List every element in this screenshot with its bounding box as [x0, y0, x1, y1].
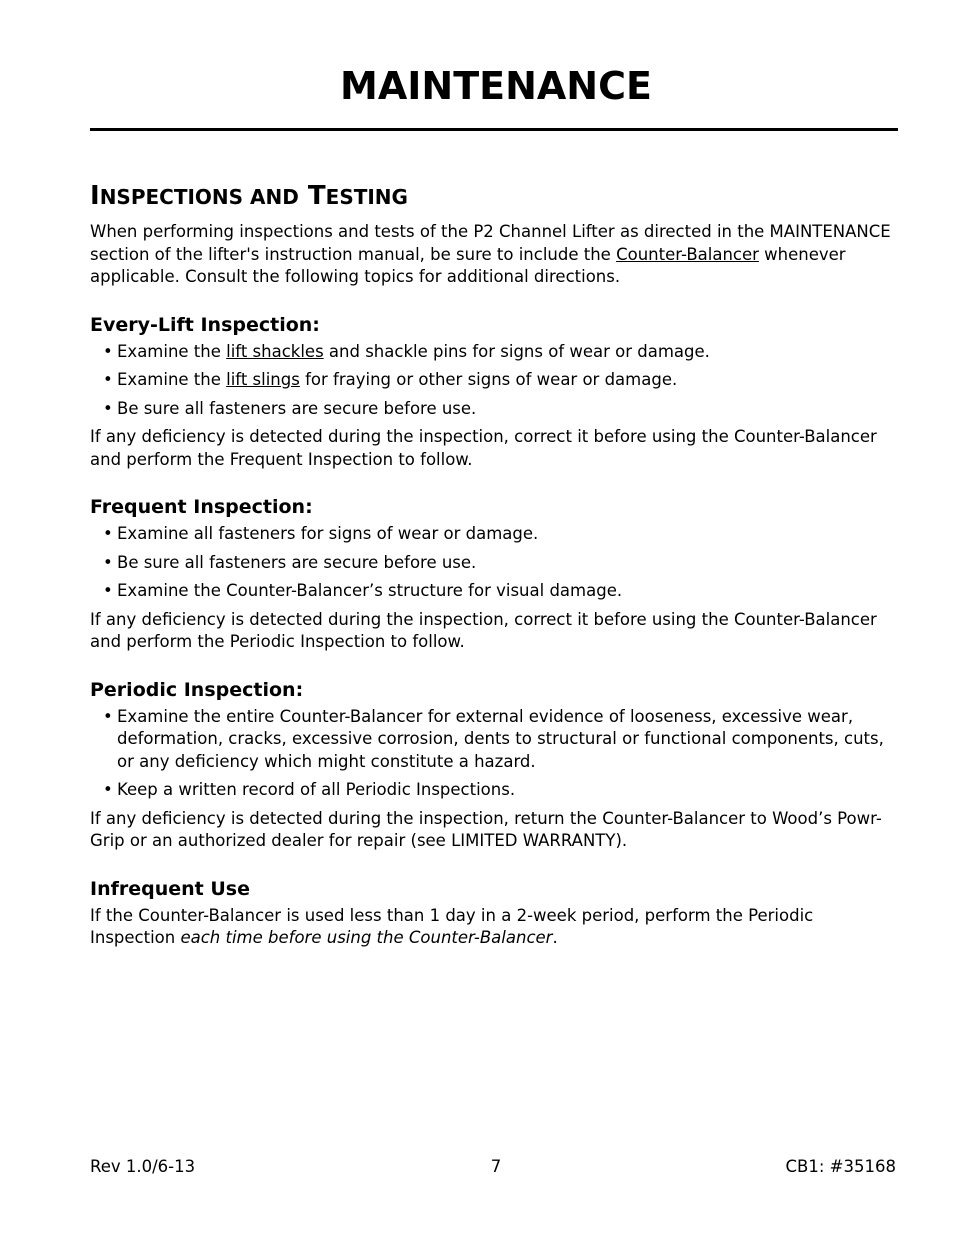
frequent-summary: If any deficiency is detected during the inspection, correct it before using the Counter-Balancer and perform the Periodic Inspection to follow.	[90, 609, 877, 651]
every-lift-bullet-2	[90, 369, 902, 392]
bullet-text: and shackle pins for signs of wear or damage.	[323, 341, 710, 361]
infrequent-heading: Infrequent Use	[90, 877, 250, 900]
bullet-icon: •	[103, 341, 113, 361]
intro-text-2: whenever applicable. Consult the following topics for additional directions.	[90, 244, 846, 286]
page-content	[90, 180, 902, 950]
bullet-text: Examine the Counter-Balancer’s structure for visual damage.	[117, 581, 623, 600]
infrequent-paragraph	[90, 905, 902, 950]
frequent-bullet-2	[90, 552, 902, 575]
every-lift-heading: Every-Lift Inspection:	[90, 313, 320, 336]
intro-paragraph	[90, 221, 902, 289]
bullet-text: Examine all fasteners for signs of wear or damage.	[117, 524, 539, 543]
counter-balancer-link[interactable]: Counter-Balancer	[616, 244, 759, 264]
every-lift-bullet-3	[90, 398, 902, 421]
bullet-text: for fraying or other signs of wear or damage.	[299, 370, 678, 389]
bullet-icon: •	[103, 780, 113, 799]
bullet-text: Be sure all fasteners are secure before use.	[117, 552, 477, 572]
page-title: MAINTENANCE	[340, 64, 652, 108]
bullet-icon: •	[103, 552, 113, 572]
infrequent-text-1: If the Counter-Balancer is used less than 1 day in a 2-week period, perform the Periodic Inspection	[90, 905, 814, 947]
bullet-icon: •	[103, 524, 113, 543]
title-rule	[90, 128, 898, 131]
bullet-text: Examine the	[117, 341, 227, 361]
frequent-bullet-1	[90, 523, 902, 546]
heading-initial-1: I	[90, 181, 100, 211]
every-lift-bullet-1	[90, 341, 902, 364]
section-heading	[90, 180, 902, 213]
heading-initial-2: T	[307, 181, 326, 211]
infrequent-italic-text: each time before using the Counter-Balancer	[180, 928, 553, 947]
intro-text-1: When performing inspections and tests of the P2 Channel Lifter as directed in the MAINTENANCE section of the lifter's instruction manual, be sure to include the	[90, 222, 891, 264]
frequent-bullet-3	[90, 580, 902, 603]
infrequent-text-2: .	[552, 928, 558, 947]
footer-revision: Rev 1.0/6-13	[90, 1157, 196, 1176]
bullet-icon: •	[103, 398, 113, 418]
periodic-heading: Periodic Inspection:	[90, 678, 304, 701]
bullet-icon: •	[103, 581, 113, 600]
bullet-icon: •	[103, 706, 113, 726]
every-lift-summary: If any deficiency is detected during the inspection, correct it before using the Counter-Balancer and perform the Frequent Inspection to follow.	[90, 427, 877, 469]
bullet-icon: •	[103, 370, 113, 389]
periodic-bullet-2	[90, 779, 902, 802]
lift-slings-link[interactable]: lift slings	[226, 370, 300, 389]
bullet-text: Examine the entire Counter-Balancer for external evidence of looseness, excessive wear, deformation, cracks, excessive corrosion, dents to structural or functional components, cuts, or any deficiency which might constitute a hazard.	[117, 706, 884, 771]
bullet-text: Be sure all fasteners are secure before use.	[117, 398, 477, 418]
footer-doc-id: CB1: #35168	[785, 1157, 896, 1176]
bullet-text: Examine the	[117, 370, 227, 389]
heading-rest-1: NSPECTIONS AND	[99, 185, 299, 209]
lift-shackles-link[interactable]: lift shackles	[226, 341, 324, 361]
bullet-text: Keep a written record of all Periodic Inspections.	[117, 780, 516, 799]
frequent-heading: Frequent Inspection:	[90, 496, 313, 518]
heading-rest-2: ESTING	[325, 185, 408, 209]
periodic-bullet-1	[90, 706, 902, 774]
periodic-summary: If any deficiency is detected during the inspection, return the Counter-Balancer to Wood’s Powr-Grip or an authorized dealer for repair (see LIMITED WARRANTY).	[90, 808, 882, 850]
footer-page-number: 7	[490, 1157, 502, 1176]
